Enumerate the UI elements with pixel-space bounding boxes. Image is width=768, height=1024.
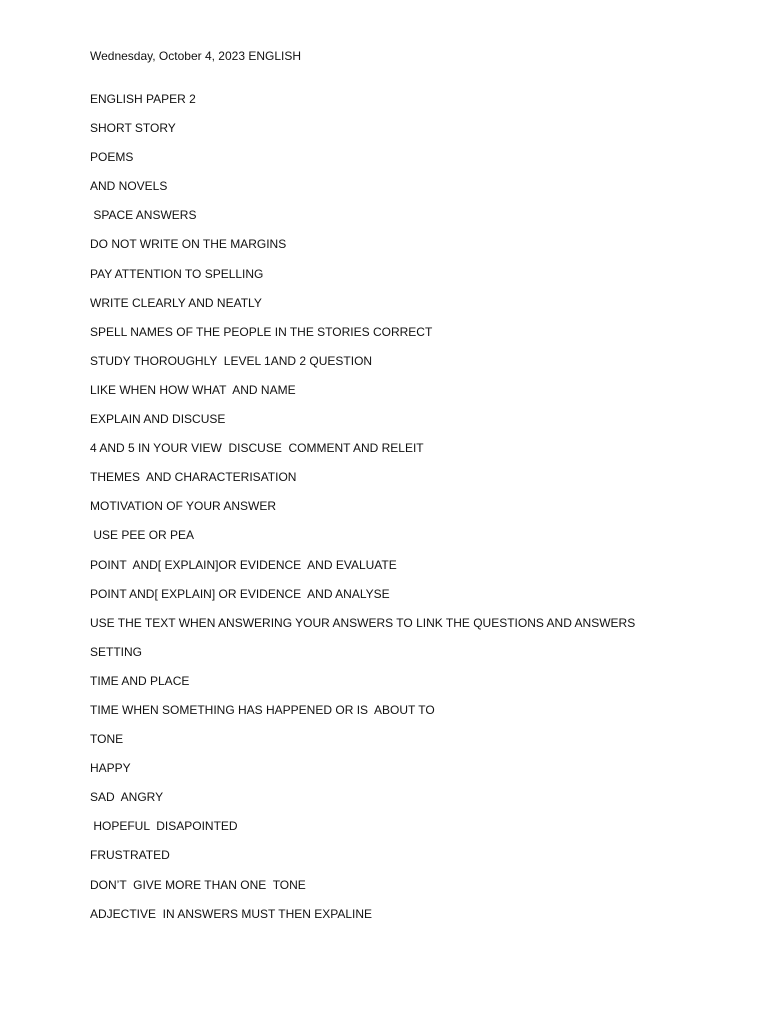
text-line: ADJECTIVE IN ANSWERS MUST THEN EXPALINE xyxy=(90,906,373,921)
document-lines xyxy=(90,92,730,936)
text-line: HOPEFUL DISAPOINTED xyxy=(90,819,238,834)
text-line: SPELL NAMES OF THE PEOPLE IN THE STORIES CORRECT xyxy=(90,324,433,339)
text-line: USE THE TEXT WHEN ANSWERING YOUR ANSWERS TO LINK THE QUESTIONS AND ANSWERS xyxy=(90,615,636,630)
text-line: POINT AND[ EXPLAIN]OR EVIDENCE AND EVALUATE xyxy=(90,557,397,572)
text-line: POEMS xyxy=(90,150,134,165)
text-line: ENGLISH PAPER 2 xyxy=(90,92,196,106)
text-line: SHORT STORY xyxy=(90,121,176,136)
text-line: SETTING xyxy=(90,644,143,659)
text-line: PAY ATTENTION TO SPELLING xyxy=(90,266,264,281)
document-header: Wednesday, October 4, 2023 ENGLISH xyxy=(90,49,302,63)
text-line: USE PEE OR PEA xyxy=(90,528,195,543)
text-line: HAPPY xyxy=(90,761,131,776)
text-line: TONE xyxy=(90,732,124,747)
text-line: TIME AND PLACE xyxy=(90,673,190,688)
text-line: SAD ANGRY xyxy=(90,790,164,805)
text-line: EXPLAIN AND DISCUSE xyxy=(90,412,226,427)
text-line: DO NOT WRITE ON THE MARGINS xyxy=(90,237,287,252)
text-line: SPACE ANSWERS xyxy=(90,208,197,223)
text-line: TIME WHEN SOMETHING HAS HAPPENED OR IS ABOUT TO xyxy=(90,702,435,717)
text-line: POINT AND[ EXPLAIN] OR EVIDENCE AND ANALYSE xyxy=(90,586,390,601)
text-line: MOTIVATION OF YOUR ANSWER xyxy=(90,499,277,514)
text-line: WRITE CLEARLY AND NEATLY xyxy=(90,295,262,310)
text-line: DON’T GIVE MORE THAN ONE TONE xyxy=(90,877,306,892)
text-line: LIKE WHEN HOW WHAT AND NAME xyxy=(90,382,296,397)
text-line: FRUSTRATED xyxy=(90,848,170,863)
text-line: STUDY THOROUGHLY LEVEL 1AND 2 QUESTION xyxy=(90,353,373,368)
text-line: AND NOVELS xyxy=(90,179,168,194)
text-line: 4 AND 5 IN YOUR VIEW DISCUSE COMMENT AND RELEIT xyxy=(90,441,424,456)
text-line: THEMES AND CHARACTERISATION xyxy=(90,470,297,485)
document-body xyxy=(90,46,730,936)
